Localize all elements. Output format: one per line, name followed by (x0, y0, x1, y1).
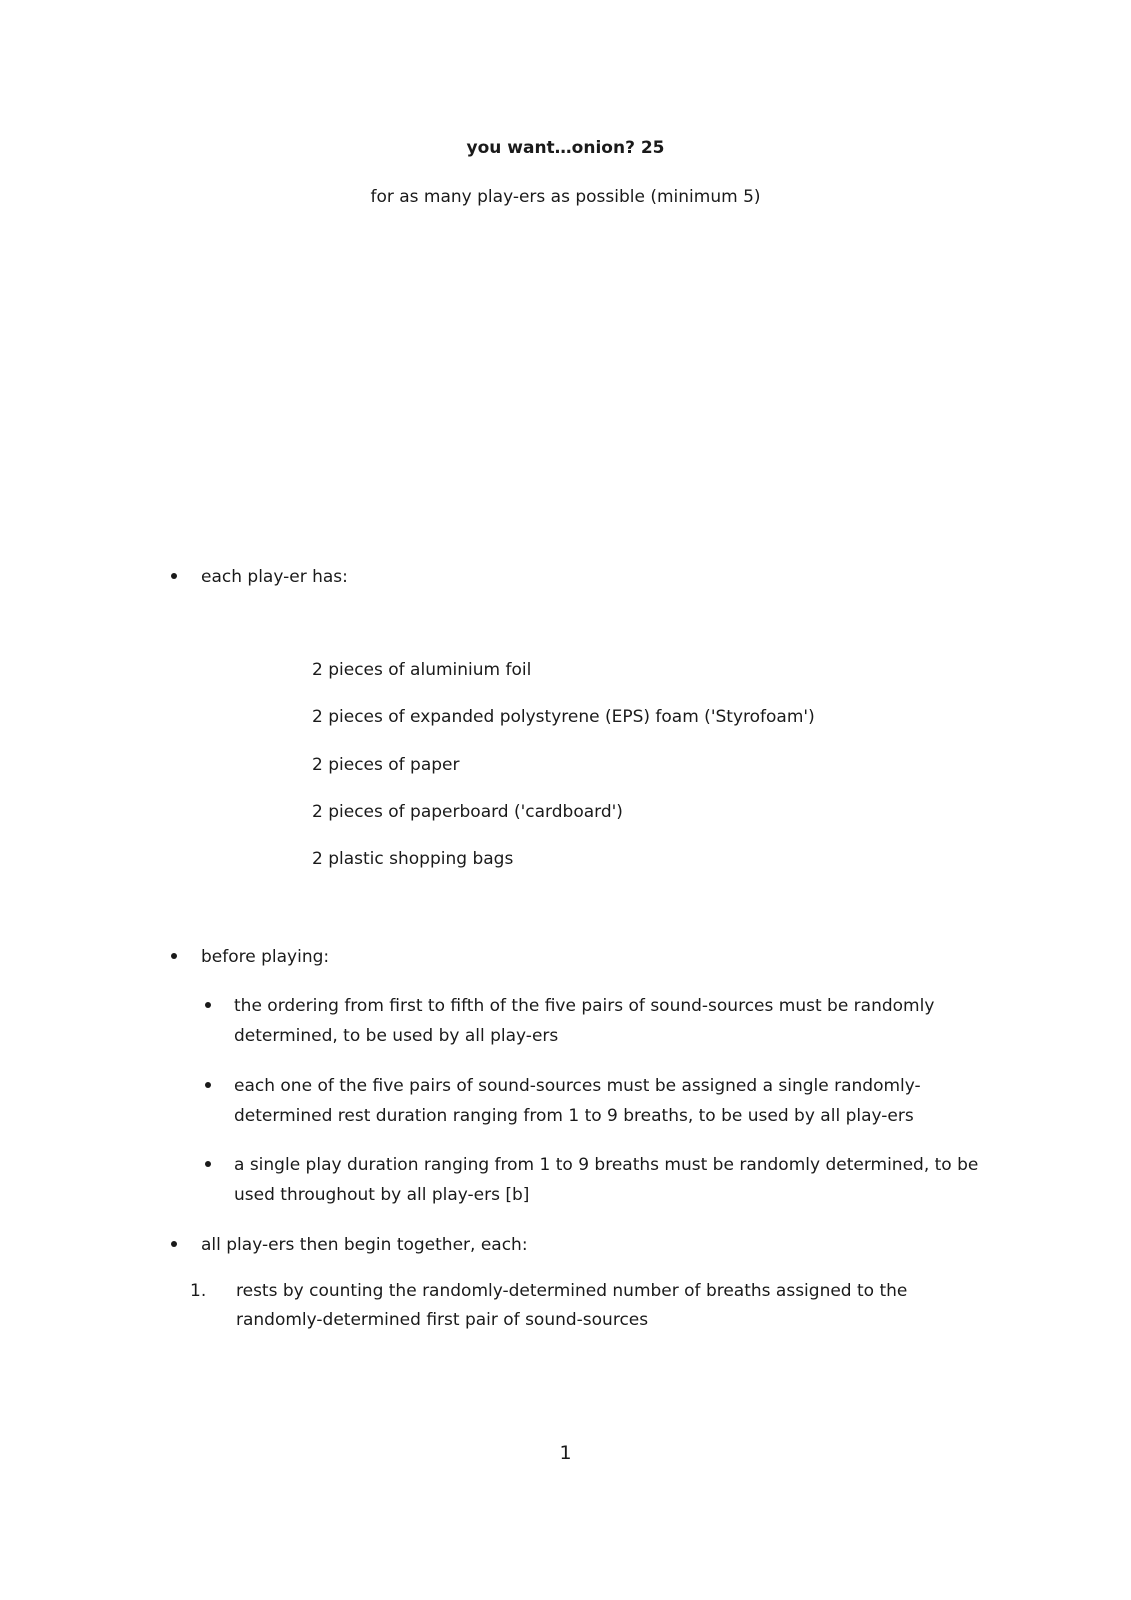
section2-heading: before playing: (201, 947, 330, 967)
sub-bullet-dot (205, 1002, 211, 1008)
page-number: 1 (559, 1442, 572, 1464)
list-item: 2 pieces of aluminium foil (312, 660, 532, 680)
list-item: 2 pieces of paper (312, 755, 460, 775)
step-number: 1. (190, 1281, 207, 1301)
step-line: rests by counting the randomly-determined number of breaths assigned to the (236, 1281, 908, 1301)
sub-item-line: determined, to be used by all play-ers (234, 1026, 559, 1046)
list-item: 2 plastic shopping bags (312, 849, 514, 869)
bullet-dot (171, 953, 177, 959)
bullet-dot (171, 573, 177, 579)
bullet-dot (171, 1241, 177, 1247)
section1-heading: each play-er has: (201, 567, 348, 587)
list-item: 2 pieces of paperboard ('cardboard') (312, 802, 623, 822)
document-subtitle: for as many play-ers as possible (minimum 5) (370, 187, 761, 207)
sub-item-line: used throughout by all play-ers [b] (234, 1185, 530, 1205)
list-item: 2 pieces of expanded polystyrene (EPS) foam ('Styrofoam') (312, 707, 815, 727)
sub-item-line: a single play duration ranging from 1 to 9 breaths must be randomly determined, to be (234, 1155, 979, 1175)
sub-item-line: each one of the five pairs of sound-sources must be assigned a single randomly- (234, 1076, 921, 1096)
sub-bullet-dot (205, 1082, 211, 1088)
sub-item-line: the ordering from first to fifth of the five pairs of sound-sources must be randomly (234, 996, 935, 1016)
document-title: you want…onion? 25 (466, 138, 665, 158)
section3-heading: all play-ers then begin together, each: (201, 1235, 528, 1255)
sub-bullet-dot (205, 1161, 211, 1167)
step-line: randomly-determined first pair of sound-sources (236, 1310, 649, 1330)
sub-item-line: determined rest duration ranging from 1 to 9 breaths, to be used by all play-ers (234, 1106, 914, 1126)
